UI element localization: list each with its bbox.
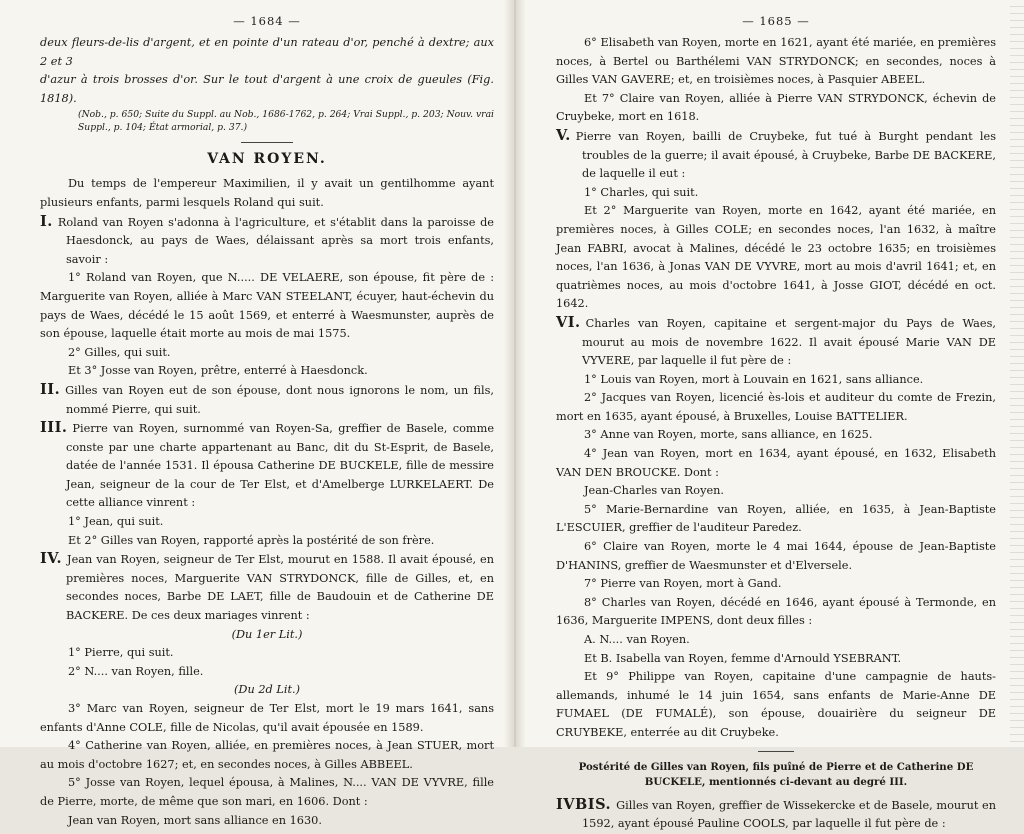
child-entry: Et 3° Josse van Royen, prêtre, enterré à Haesdonck. [68, 364, 368, 378]
book-gutter [504, 0, 526, 747]
generation-v [556, 127, 996, 184]
generation-text: Charles van Royen, capitaine et sergent-major du Pays de Waes, mourut au mois de novembre 1622. Il avait épousé Marie VAN DE VYVERE, par laquelle il fut père de : [582, 316, 996, 368]
child-entry: Et 2° Marguerite van Royen, morte en 1642, ayant été mariée, en premières noces, à Gilles COLE; en secondes noces, l'an 1632, à maître Jean FABRI, avocat à Malines, décédé le 23 octobre 1635; en troisièmes noces, l'an 1636, à Jonas VAN DE VYVRE, mort au mois d'avril 1641; et, en quatrièmes noces, au mois d'octobre 1641, à Josse GIOT, décédé en oct. 1642. [556, 204, 996, 311]
generation-numeral: V. [556, 126, 571, 144]
marriage-heading: (Du 1er Lit.) [231, 627, 303, 641]
generation-text: Pierre van Royen, surnommé van Royen-Sa, greffier de Basele, comme conste par une charte appartenant au Banc, dit du St-Esprit, de Basele, datée de l'année 1531. Il épousa Catherine DE BUCKELE, fille de messire Jean, seigneur de la cour de Ter Elst, et d'Amelberge LURKELAERT. De cette alliance vinrent : [66, 422, 494, 510]
generation-text: Gilles van Royen, greffier de Wissekercke et de Basele, mourut en 1592, ayant épousé Pauline COOLS, par laquelle il fut père de : [582, 798, 996, 831]
generation-iii [40, 419, 494, 513]
child-entry: 1° Pierre, qui suit. [68, 646, 174, 660]
child-entry: 1° Roland van Royen, que N..... DE VELAERE, son épouse, fit père de : Marguerite van Royen, alliée à Marc VAN STEELANT, écuyer, haut-échevin du pays de Waes, décédé le 15 août 1569, et enterré à Waesmunster, auprès de son épouse, laquelle était morte au mois de mai 1575. [40, 271, 494, 341]
child-entry: 4° Jean van Royen, mort en 1634, ayant épousé, en 1632, Elisabeth VAN DEN BROUCKE. Dont : [556, 447, 996, 479]
child-entry: 6° Claire van Royen, morte le 4 mai 1644, épouse de Jean-Baptiste D'HANINS, greffier de Waesmunster et d'Elversele. [556, 540, 996, 572]
child-entry: 1° Charles, qui suit. [584, 185, 699, 199]
generation-numeral: III. [40, 419, 68, 437]
generation-numeral: IVBIS. [556, 795, 612, 813]
child-entry: 3° Marc van Royen, seigneur de Ter Elst, mort le 19 mars 1641, sans enfants d'Anne COLE, fille de Nicolas, qu'il avait épousée en 1589. [40, 702, 494, 734]
generation-numeral: I. [40, 212, 53, 230]
child-entry: Et 9° Philippe van Royen, capitaine d'une campagnie de hauts-allemands, inhumé le 14 juin 1654, sans enfants de Marie-Anne DE FUMAEL (DE FUMALÉ), son épouse, douairière du seigneur DE CRUYBEKE, enterrée au dit Cruybeke. [556, 670, 996, 739]
child-entry: 6° Elisabeth van Royen, morte en 1621, ayant été mariée, en premières noces, à Bertel ou Barthélemi VAN STRYDONCK; en secondes, noces à Gilles VAN GAVERE; et, en troisièmes noces, à Pasquier ABEEL. [556, 36, 996, 87]
child-entry: 8° Charles van Royen, décédé en 1646, ayant épousé à Termonde, en 1636, Marguerite IMPENS, dont deux filles : [556, 595, 996, 628]
child-entry: 4° Catherine van Royen, alliée, en premières noces, à Jean STUER, mort au mois d'octobre 1627; et, en secondes noces, à Gilles ABBEEL. [40, 739, 494, 771]
child-entry: 2° Jacques van Royen, licencié ès-lois et auditeur du comte de Frezin, mort en 1635, ayant épousé, à Bruxelles, Louise BATTELIER. [556, 391, 996, 423]
sources-line: (Nob., p. 650; Suite du Suppl. au Nob., 1686-1762, p. 264; Vrai Suppl., p. 203; Nouv. vrai [78, 109, 494, 121]
page-edge [1010, 0, 1024, 747]
generation-numeral: VI. [556, 313, 581, 331]
child-entry: 2° N.... van Royen, fille. [68, 664, 204, 678]
child-entry: 2° Gilles, qui suit. [68, 345, 171, 359]
generation-text: Jean van Royen, seigneur de Ter Elst, mourut en 1588. Il avait épousé, en premières noces, Marguerite VAN STRYDONCK, fille de Gilles, et, en secondes noces, Barbe DE LAET, fille de Baudouin et de Catherine DE BACKERE. De ces deux mariages vinrent : [66, 553, 494, 623]
divider [758, 751, 794, 752]
page-number: — 1685 — [742, 14, 810, 28]
left-page [0, 0, 512, 827]
child-entry: 5° Josse van Royen, lequel épousa, à Malines, N.... VAN DE VYVRE, fille de Pierre, morte, de même que son mari, en 1606. Dont : [40, 776, 494, 808]
page-number: — 1684 — [233, 14, 301, 28]
blazon-line: d'azur à trois brosses d'or. Sur le tout d'argent à une croix de gueules (Fig. 1818). [40, 73, 494, 105]
generation-text: Roland van Royen s'adonna à l'agriculture, et s'établit dans la paroisse de Haesdonck, au pays de Waes, délaissant après sa mort trois enfants, savoir : [57, 215, 494, 266]
intro-paragraph: Du temps de l'empereur Maximilien, il y avait un gentilhomme ayant plusieurs enfants, parmi lesquels Roland qui suit. [40, 177, 494, 209]
generation-text: Pierre van Royen, bailli de Cruybeke, fut tué à Burght pendant les troubles de la guerre; il avait épousé, à Cruybeke, Barbe DE BACKERE, de laquelle il eut : [575, 129, 996, 181]
generation-i [40, 213, 494, 270]
marriage-heading: (Du 2d Lit.) [234, 683, 300, 697]
divider [241, 142, 293, 143]
generation-vi [556, 314, 996, 371]
blazon-line: deux fleurs-de-lis d'argent, et en pointe d'un rateau d'or, penché à dextre; aux 2 et 3 [40, 36, 494, 68]
generation-ii [40, 381, 494, 419]
child-entry: 7° Pierre van Royen, mort à Gand. [584, 577, 782, 591]
child-entry: 1° Louis van Royen, mort à Louvain en 1621, sans alliance. [584, 372, 924, 386]
child-entry: 1° Jean, qui suit. [68, 515, 164, 529]
child-entry: A. N.... van Royen. [584, 633, 690, 646]
posterity-heading: Postérité de Gilles van Royen, fils puîné de Pierre et de Catherine DE BUCKELE, mentionnés ci-devant au degré III. [578, 760, 974, 788]
generation-iv [40, 550, 494, 625]
generation-numeral: IV. [40, 550, 63, 568]
child-entry: 3° Anne van Royen, morte, sans alliance, en 1625. [584, 428, 873, 442]
sources-line: Suppl., p. 104; État armorial, p. 37.) [78, 122, 248, 134]
child-entry: Et B. Isabella van Royen, femme d'Arnould YSEBRANT. [584, 651, 902, 665]
child-entry: Et 2° Gilles van Royen, rapporté après la postérité de son frère. [68, 533, 435, 547]
child-entry: Jean van Royen, mort sans alliance en 1630. [68, 813, 322, 827]
generation-numeral: II. [40, 380, 61, 398]
generation-text: Gilles van Royen eut de son épouse, dont nous ignorons le nom, un fils, nommé Pierre, qui suit. [65, 383, 494, 416]
right-page [512, 0, 1024, 831]
family-title: VAN ROYEN. [207, 151, 327, 168]
child-entry: Et 7° Claire van Royen, alliée à Pierre VAN STRYDONCK, échevin de Cruybeke, mort en 1618. [556, 91, 996, 124]
child-entry: Jean-Charles van Royen. [584, 484, 725, 498]
child-entry: 5° Marie-Bernardine van Royen, alliée, en 1635, à Jean-Baptiste L'ESCUIER, greffier de l'auditeur Paredez. [556, 502, 996, 535]
generation-iv-bis [556, 796, 996, 834]
